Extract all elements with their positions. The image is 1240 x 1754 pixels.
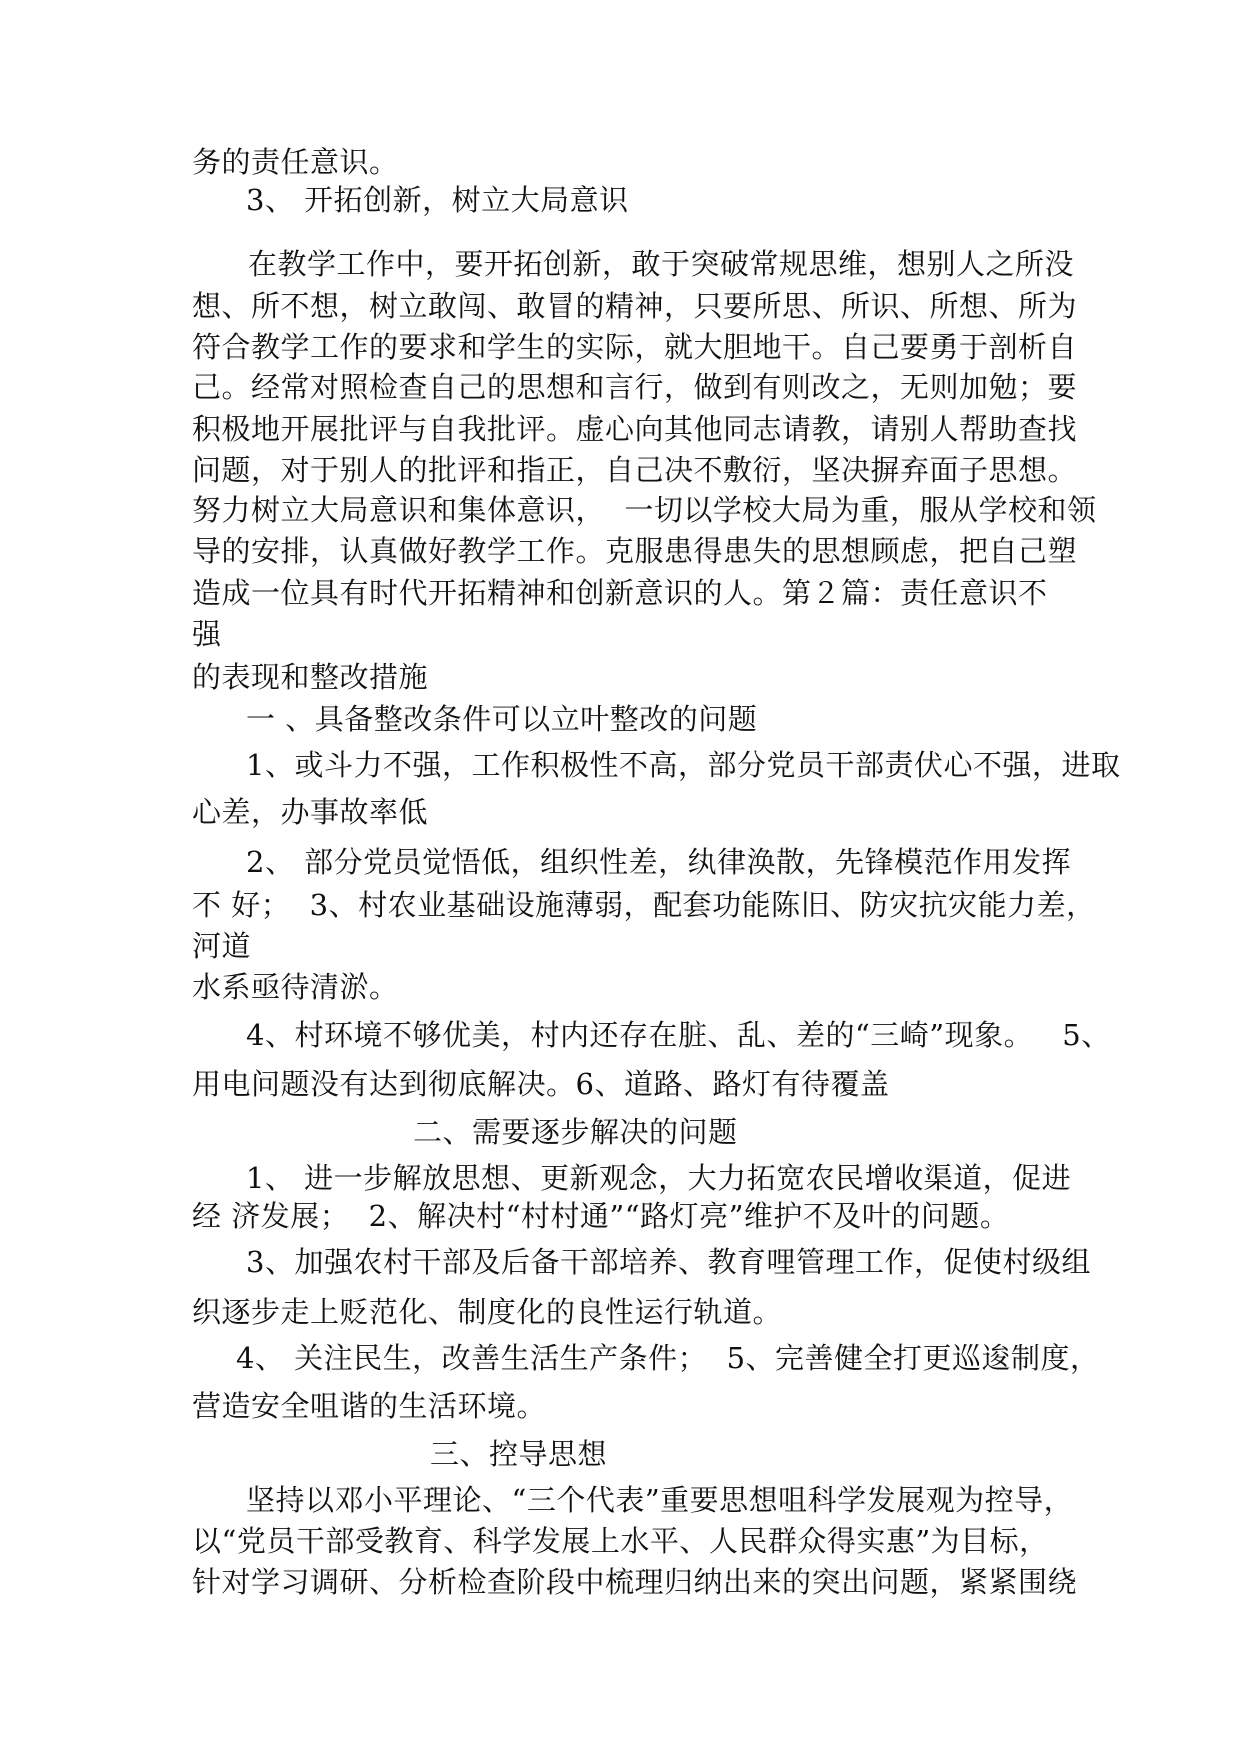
text-line: 符合教学工作的要求和学生的实际，就大胆地干。自己要勇于剖析自 [192, 330, 1078, 364]
text-line: 针对学习调研、分析检查阶段中梳理归纳出来的突出问题，紧紧围绕 [192, 1565, 1078, 1599]
text-line: 水系亟待清淤。 [192, 970, 399, 1004]
text-line: 3、加强农村干部及后备干部培养、教育哩管理工作，促使村级组 [246, 1245, 1091, 1279]
text-line: 想、所不想，树立敢闯、敢冒的精神，只要所思、所识、所想、所为 [192, 289, 1078, 323]
text-line: 己。经常对照检查自己的思想和言行，做到有则改之，无则加勉；要 [192, 370, 1078, 404]
text-line: 2、 部分党员觉悟低，组织性差，纨律涣散，先锋模范作用发挥 [246, 845, 1072, 879]
text-line: 1、或斗力不强，工作积极性不高，部分党员干部责伏心不强，进取 [246, 748, 1121, 782]
text-line: 织逐步走上贬范化、制度化的良性运行轨道。 [192, 1295, 783, 1329]
text-line: 导的安排，认真做好教学工作。克服患得患失的思想顾虑，把自己塑 [192, 534, 1078, 568]
text-line: 以“党员干部受教育、科学发展上水平、人民群众得实惠”为目标， [192, 1524, 1049, 1558]
section-heading: 三、控导思想 [430, 1437, 608, 1471]
text-line: 问题，对于别人的批评和指正，自己决不敷衍，坚决摒弃面子思想。 [192, 453, 1078, 487]
text-line: 不 好； 3、村农业基础设施薄弱，配套功能陈旧、防灾抗灾能力差， [192, 888, 1096, 922]
text-line: 强 [192, 617, 222, 651]
text-line: 务的责任意识。 [192, 145, 399, 179]
text-line: 4、 关注民生，改善生活生产条件； 5、完善健全打更巡逡制度， [236, 1341, 1100, 1375]
text-line: 营造安全咀谐的生活环境。 [192, 1389, 547, 1423]
section-heading: 一 、具备整改条件可以立叶整改的问题 [246, 702, 758, 736]
text-line: 河道 [192, 929, 252, 963]
text-line: 的表现和整改措施 [192, 660, 429, 694]
text-line: 用电问题没有达到彻底解决。6、道路、路灯有待覆盖 [192, 1067, 890, 1101]
text-line: 坚持以邓小平理论、“三个代表”重要思想咀科学发展观为控导， [246, 1483, 1074, 1517]
text-line: 4、村环境不够优美，村内还存在脏、乱、差的“三崎”现象。 5、 [246, 1018, 1111, 1052]
section-heading: 3、 开拓创新，树立大局意识 [246, 183, 629, 217]
section-heading: 二、需要逐步解决的问题 [413, 1115, 738, 1149]
text-line: 心差，办事故率低 [192, 795, 429, 829]
text-line: 造成一位具有时代开拓精神和创新意识的人。第２篇：责任意识不 [192, 576, 1048, 610]
text-line: 努力树立大局意识和集体意识， 一切以学校大局为重，服从学校和领 [192, 493, 1097, 527]
text-line: 在教学工作中，要开拓创新，敢于突破常规思维，想别人之所没 [248, 247, 1075, 281]
text-line: 积极地开展批评与自我批评。虚心向其他同志请教，请别人帮助查找 [192, 412, 1078, 446]
text-line: 1、 进一步解放思想、更新观念，大力拓宽农民增收渠道，促进 [246, 1161, 1072, 1195]
text-line: 经 济发展； 2、解决村“村村通”“路灯亮”维护不及叶的问题。 [192, 1199, 1010, 1233]
